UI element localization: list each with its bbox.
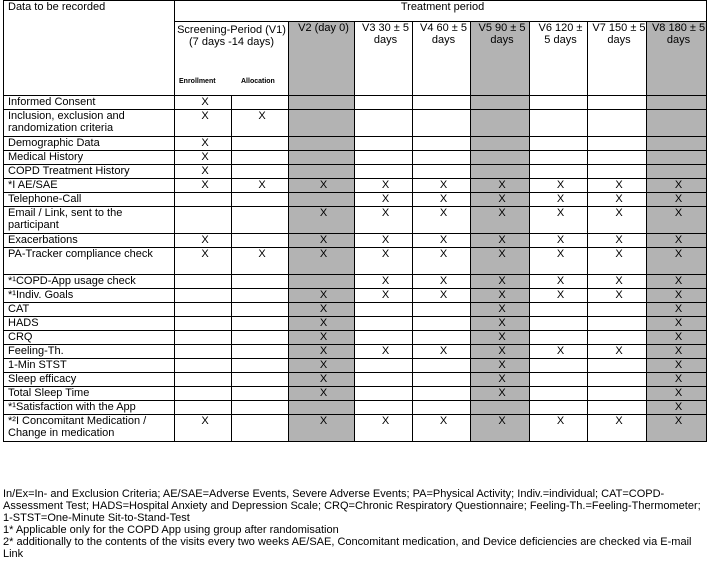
row-label: Demographic Data xyxy=(4,137,175,151)
row-label: *I AE/SAE xyxy=(4,179,175,193)
table-row xyxy=(4,248,707,275)
row-cell xyxy=(588,387,647,401)
row-cell: X xyxy=(647,373,707,387)
row-cell xyxy=(413,387,471,401)
row-cell: X xyxy=(647,289,707,303)
row-cell xyxy=(471,401,530,415)
row-cell xyxy=(413,165,471,179)
row-cell xyxy=(588,151,647,165)
row-cell xyxy=(289,275,355,289)
header-visit-v3: V3 30 ± 5 days xyxy=(355,22,413,96)
header-treatment-period: Treatment period xyxy=(175,1,707,22)
footnote-2: 2* additionally to the contents of the visits every two weeks AE/SAE, Concomitant medication, and Device deficiencies are checked via E-mail Link xyxy=(3,536,692,560)
table-row xyxy=(4,317,707,331)
table-row xyxy=(4,289,707,303)
table-row xyxy=(4,110,707,137)
row-cell xyxy=(175,331,232,345)
row-cell xyxy=(232,289,289,303)
row-cell: X xyxy=(355,289,413,303)
row-cell xyxy=(471,151,530,165)
row-label: 1-Min STST xyxy=(4,359,175,373)
row-cell: X xyxy=(175,415,232,442)
row-cell xyxy=(413,401,471,415)
row-cell: X xyxy=(232,179,289,193)
header-screening-period xyxy=(175,22,289,96)
row-cell: X xyxy=(413,289,471,303)
row-cell: X xyxy=(355,275,413,289)
row-cell xyxy=(289,165,355,179)
row-cell xyxy=(355,303,413,317)
row-cell: X xyxy=(588,415,647,442)
row-cell: X xyxy=(588,207,647,234)
header-data-recorded: Data to be recorded xyxy=(4,1,175,96)
row-cell: X xyxy=(232,110,289,137)
row-cell xyxy=(471,165,530,179)
header-visit-v8: V8 180 ± 5 days xyxy=(647,22,707,96)
row-cell xyxy=(588,359,647,373)
row-label: CAT xyxy=(4,303,175,317)
row-cell xyxy=(355,110,413,137)
row-label: *¹Indiv. Goals xyxy=(4,289,175,303)
row-cell xyxy=(289,110,355,137)
row-cell xyxy=(232,303,289,317)
row-cell xyxy=(232,345,289,359)
row-cell xyxy=(647,137,707,151)
row-cell: X xyxy=(647,179,707,193)
row-cell: X xyxy=(289,248,355,275)
row-cell: X xyxy=(471,373,530,387)
row-cell xyxy=(530,373,588,387)
row-cell: X xyxy=(647,331,707,345)
row-cell xyxy=(232,359,289,373)
row-cell: X xyxy=(647,317,707,331)
row-cell xyxy=(232,207,289,234)
row-cell xyxy=(530,303,588,317)
row-cell: X xyxy=(530,193,588,207)
row-label: Feeling-Th. xyxy=(4,345,175,359)
row-cell xyxy=(232,193,289,207)
row-cell: X xyxy=(289,289,355,303)
row-cell xyxy=(413,373,471,387)
row-cell xyxy=(175,193,232,207)
row-cell: X xyxy=(471,387,530,401)
row-cell xyxy=(530,137,588,151)
row-cell xyxy=(355,137,413,151)
row-cell: X xyxy=(175,151,232,165)
row-cell: X xyxy=(175,248,232,275)
row-cell: X xyxy=(413,207,471,234)
row-cell xyxy=(355,331,413,345)
row-cell xyxy=(588,110,647,137)
row-cell: X xyxy=(647,415,707,442)
row-cell xyxy=(530,401,588,415)
row-cell xyxy=(355,165,413,179)
row-cell xyxy=(232,387,289,401)
row-cell xyxy=(355,317,413,331)
table-row xyxy=(4,193,707,207)
row-label: Inclusion, exclusion and randomization criteria xyxy=(4,110,175,137)
row-cell: X xyxy=(588,248,647,275)
row-cell: X xyxy=(471,331,530,345)
row-cell: X xyxy=(471,248,530,275)
row-cell xyxy=(413,331,471,345)
row-cell xyxy=(232,331,289,345)
screening-title: Screening-Period (V1) (7 days -14 days) xyxy=(177,24,286,48)
row-cell: X xyxy=(413,248,471,275)
table-row xyxy=(4,151,707,165)
row-cell: X xyxy=(355,234,413,248)
table-row xyxy=(4,415,707,442)
row-cell xyxy=(175,345,232,359)
row-cell: X xyxy=(289,359,355,373)
row-cell xyxy=(232,96,289,110)
row-cell xyxy=(588,165,647,179)
row-cell: X xyxy=(530,275,588,289)
row-cell xyxy=(413,303,471,317)
row-label: Telephone-Call xyxy=(4,193,175,207)
row-cell xyxy=(471,96,530,110)
row-label: Email / Link, sent to the participant xyxy=(4,207,175,234)
row-cell xyxy=(588,96,647,110)
row-cell xyxy=(588,373,647,387)
table-row xyxy=(4,234,707,248)
row-cell xyxy=(232,415,289,442)
row-cell xyxy=(530,151,588,165)
row-cell xyxy=(530,317,588,331)
row-label: HADS xyxy=(4,317,175,331)
row-cell: X xyxy=(355,248,413,275)
row-cell: X xyxy=(647,207,707,234)
row-cell: X xyxy=(471,179,530,193)
row-cell: X xyxy=(471,234,530,248)
row-cell xyxy=(175,207,232,234)
row-cell xyxy=(175,387,232,401)
row-cell: X xyxy=(355,415,413,442)
row-cell: X xyxy=(588,179,647,193)
table-row xyxy=(4,165,707,179)
table-row xyxy=(4,137,707,151)
row-cell: X xyxy=(175,137,232,151)
row-cell xyxy=(289,151,355,165)
row-label: Medical History xyxy=(4,151,175,165)
row-cell: X xyxy=(647,387,707,401)
row-cell: X xyxy=(355,345,413,359)
row-cell: X xyxy=(289,317,355,331)
table-row xyxy=(4,401,707,415)
row-cell: X xyxy=(232,248,289,275)
row-cell xyxy=(175,303,232,317)
row-cell xyxy=(588,303,647,317)
row-cell: X xyxy=(289,234,355,248)
enrollment-label: Enrollment xyxy=(179,78,216,85)
row-cell xyxy=(175,289,232,303)
row-cell xyxy=(530,165,588,179)
row-cell: X xyxy=(289,345,355,359)
row-cell: X xyxy=(289,387,355,401)
header-visit-v2: V2 (day 0) xyxy=(289,22,355,96)
row-cell xyxy=(289,96,355,110)
table-row xyxy=(4,359,707,373)
row-cell: X xyxy=(647,401,707,415)
row-cell xyxy=(175,275,232,289)
row-cell: X xyxy=(530,179,588,193)
row-label: CRQ xyxy=(4,331,175,345)
row-cell xyxy=(588,317,647,331)
row-cell xyxy=(647,151,707,165)
row-cell: X xyxy=(647,248,707,275)
row-cell: X xyxy=(530,234,588,248)
row-cell xyxy=(530,359,588,373)
row-cell: X xyxy=(355,193,413,207)
row-cell: X xyxy=(175,234,232,248)
row-cell xyxy=(232,317,289,331)
row-cell: X xyxy=(530,207,588,234)
row-cell xyxy=(232,151,289,165)
row-label: Informed Consent xyxy=(4,96,175,110)
row-cell: X xyxy=(175,165,232,179)
table-row xyxy=(4,275,707,289)
row-cell xyxy=(647,110,707,137)
table-row xyxy=(4,303,707,317)
row-cell xyxy=(413,317,471,331)
table-row xyxy=(4,373,707,387)
row-cell xyxy=(232,137,289,151)
row-cell: X xyxy=(588,289,647,303)
row-cell: X xyxy=(588,345,647,359)
row-cell xyxy=(647,165,707,179)
row-cell: X xyxy=(471,275,530,289)
row-cell: X xyxy=(289,207,355,234)
row-cell xyxy=(530,387,588,401)
row-cell xyxy=(232,401,289,415)
header-visit-v7: V7 150 ± 5 days xyxy=(588,22,647,96)
row-cell xyxy=(232,373,289,387)
row-cell: X xyxy=(175,110,232,137)
row-cell: X xyxy=(647,345,707,359)
row-cell xyxy=(530,331,588,345)
row-cell: X xyxy=(471,289,530,303)
row-cell: X xyxy=(530,415,588,442)
row-cell: X xyxy=(289,415,355,442)
table-row xyxy=(4,96,707,110)
row-cell: X xyxy=(413,275,471,289)
row-cell xyxy=(471,110,530,137)
row-cell xyxy=(588,137,647,151)
row-label: Exacerbations xyxy=(4,234,175,248)
row-cell xyxy=(588,331,647,345)
table-row xyxy=(4,331,707,345)
row-cell: X xyxy=(289,331,355,345)
row-cell xyxy=(413,96,471,110)
row-cell xyxy=(471,137,530,151)
row-cell xyxy=(175,359,232,373)
row-cell xyxy=(232,234,289,248)
row-cell xyxy=(530,110,588,137)
row-cell xyxy=(289,137,355,151)
row-label: COPD Treatment History xyxy=(4,165,175,179)
row-cell: X xyxy=(647,303,707,317)
row-cell: X xyxy=(289,373,355,387)
row-cell xyxy=(289,401,355,415)
row-cell: X xyxy=(175,179,232,193)
row-cell: X xyxy=(413,193,471,207)
row-cell: X xyxy=(471,207,530,234)
row-label: *¹COPD-App usage check xyxy=(4,275,175,289)
allocation-label: Allocation xyxy=(241,78,275,85)
row-cell: X xyxy=(530,345,588,359)
row-cell: X xyxy=(471,359,530,373)
row-label: Sleep efficacy xyxy=(4,373,175,387)
row-cell: X xyxy=(413,345,471,359)
row-cell: X xyxy=(471,303,530,317)
row-cell xyxy=(232,165,289,179)
row-cell: X xyxy=(355,179,413,193)
row-cell xyxy=(289,193,355,207)
row-label: Total Sleep Time xyxy=(4,387,175,401)
row-cell xyxy=(355,151,413,165)
row-cell: X xyxy=(530,248,588,275)
row-cell: X xyxy=(289,303,355,317)
row-cell xyxy=(355,401,413,415)
row-cell xyxy=(355,359,413,373)
row-cell: X xyxy=(588,275,647,289)
row-cell xyxy=(413,151,471,165)
schedule-table xyxy=(3,0,707,442)
row-cell xyxy=(232,275,289,289)
row-cell xyxy=(588,401,647,415)
row-cell: X xyxy=(175,96,232,110)
row-cell xyxy=(413,137,471,151)
row-cell: X xyxy=(647,359,707,373)
row-cell: X xyxy=(647,234,707,248)
row-label: *¹Satisfaction with the App xyxy=(4,401,175,415)
row-cell: X xyxy=(355,207,413,234)
row-cell: X xyxy=(289,179,355,193)
row-cell: X xyxy=(471,193,530,207)
row-label: PA-Tracker compliance check xyxy=(4,248,175,275)
footnote-1: 1* Applicable only for the COPD App using group after randomisation xyxy=(3,524,339,536)
table-row xyxy=(4,179,707,193)
row-cell: X xyxy=(471,415,530,442)
row-cell: X xyxy=(413,234,471,248)
table-row xyxy=(4,345,707,359)
row-cell xyxy=(647,96,707,110)
table-row xyxy=(4,207,707,234)
row-cell xyxy=(413,359,471,373)
row-cell xyxy=(175,401,232,415)
row-cell: X xyxy=(588,193,647,207)
row-cell: X xyxy=(530,289,588,303)
row-cell: X xyxy=(413,415,471,442)
header-visit-v6: V6 120 ± 5 days xyxy=(530,22,588,96)
table-row xyxy=(4,387,707,401)
row-label: *²I Concomitant Medication / Change in medication xyxy=(4,415,175,442)
abbreviations-note: In/Ex=In- and Exclusion Criteria; AE/SAE=Adverse Events, Severe Adverse Events; PA=Physical Activity; Indiv.=individual; CAT=COPD-Assessment Test; HADS=Hospital Anxiety and Depression Scale; CRQ=Chronic Respiratory Questionnaire; Feeling-Th.=Feeling-Thermometer; 1-STST=One-Minute Sit-to-Stand-Test xyxy=(3,488,701,524)
footnotes xyxy=(3,488,706,560)
row-cell xyxy=(175,317,232,331)
row-cell: X xyxy=(647,193,707,207)
row-cell: X xyxy=(413,179,471,193)
row-cell xyxy=(530,96,588,110)
header-visit-v4: V4 60 ± 5 days xyxy=(413,22,471,96)
row-cell: X xyxy=(588,234,647,248)
row-cell xyxy=(175,373,232,387)
row-cell xyxy=(413,110,471,137)
row-cell xyxy=(355,373,413,387)
row-cell: X xyxy=(471,345,530,359)
header-visit-v5: V5 90 ± 5 days xyxy=(471,22,530,96)
row-cell xyxy=(355,96,413,110)
row-cell: X xyxy=(471,317,530,331)
row-cell xyxy=(355,387,413,401)
row-cell: X xyxy=(647,275,707,289)
